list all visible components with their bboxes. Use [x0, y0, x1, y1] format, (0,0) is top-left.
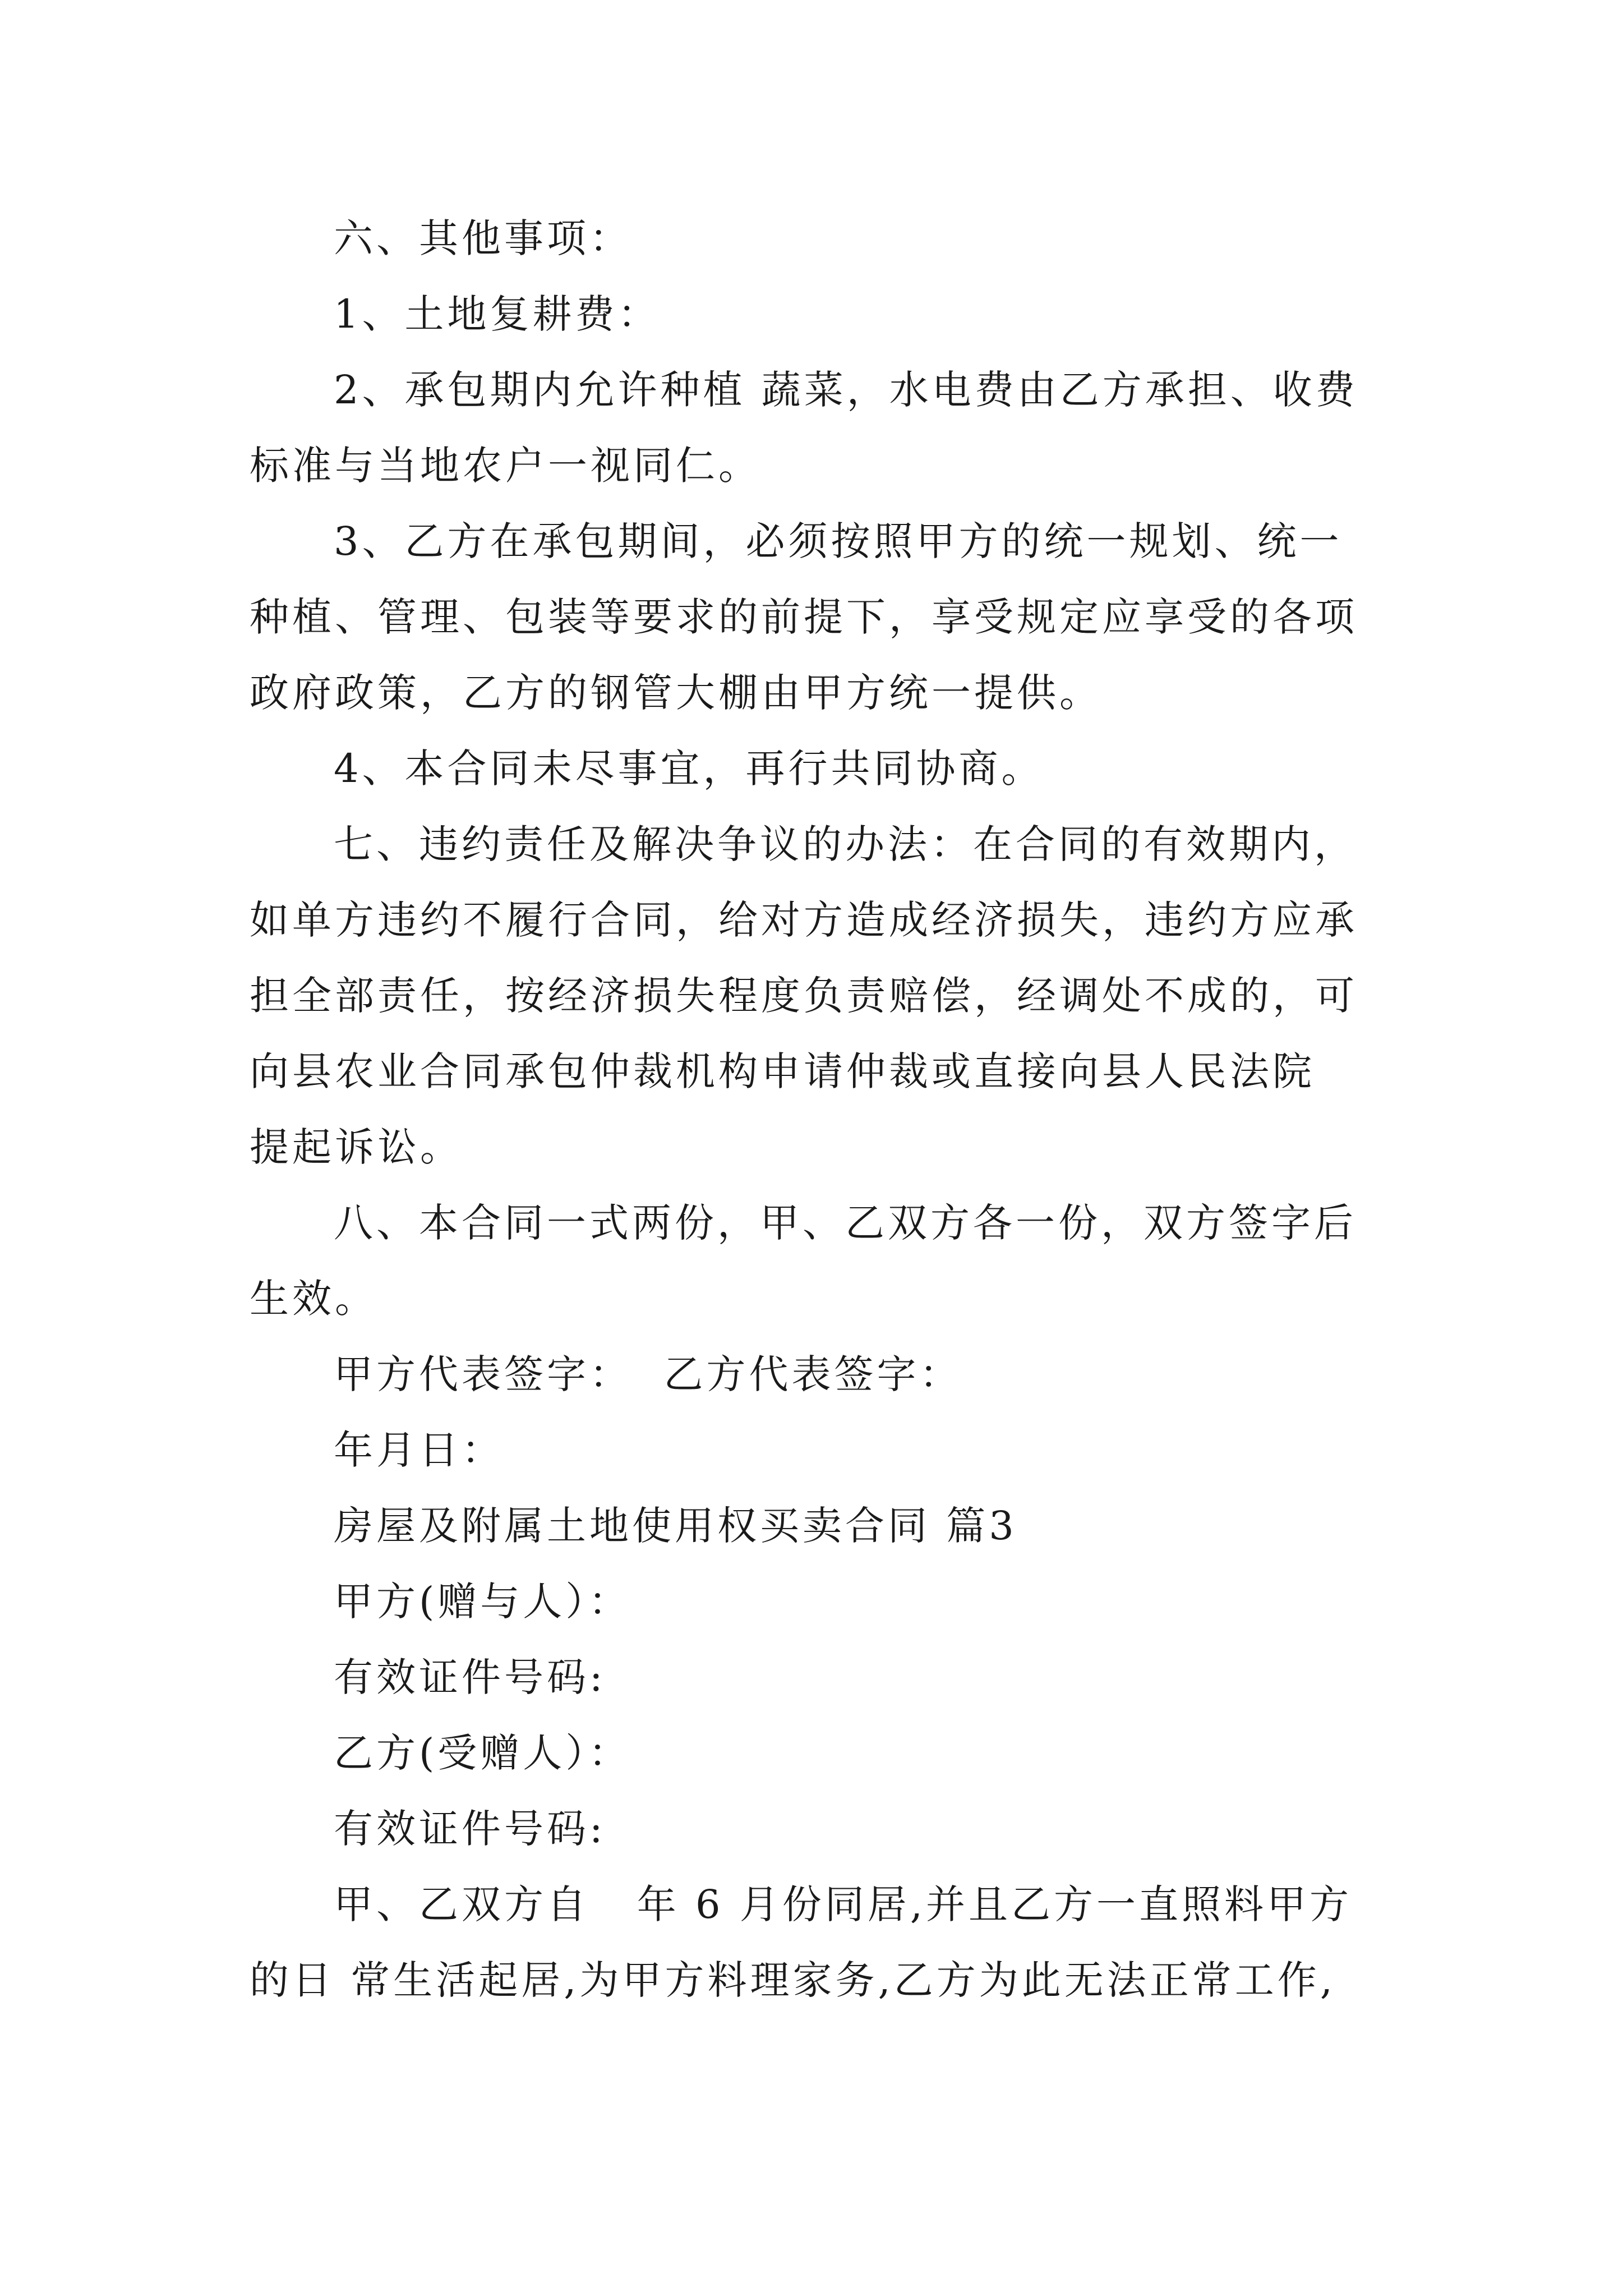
text-line: 3、乙方在承包期间，必须按照甲方的统一规划、统一: [334, 518, 1343, 564]
text-line: 向县农业合同承包仲裁机构申请仲裁或直接向县人民法院: [250, 1048, 1315, 1094]
text-line: 七、违约责任及解决争议的办法：在合同的有效期内，: [334, 821, 1357, 867]
text-line: 六、其他事项：: [334, 215, 632, 261]
text-line: 种植、管理、包装等要求的前提下，享受规定应享受的各项: [250, 594, 1358, 640]
text-line: 政府政策，乙方的钢管大棚由甲方统一提供。: [250, 670, 1102, 716]
text-line: 的日 常生活起居,为甲方料理家务,乙方为此无法正常工作,: [250, 1957, 1336, 2003]
text-line: 如单方违约不履行合同，给对方造成经济损失，违约方应承: [250, 897, 1358, 943]
text-line: 生效。: [250, 1276, 377, 1322]
text-line: 乙方(受赠人）：: [334, 1730, 631, 1776]
text-line: 标准与当地农户一视同仁。: [250, 443, 761, 489]
text-line: 2、承包期内允许种植 蔬菜，水电费由乙方承担、收费: [334, 367, 1358, 413]
text-line: 1、土地复耕费：: [334, 291, 661, 337]
text-line: 甲、乙双方自 年 6 月份同居,并且乙方一直照料甲方: [334, 1881, 1353, 1927]
text-line: 甲方(赠与人）：: [334, 1579, 631, 1625]
text-line: 房屋及附属土地使用权买卖合同 篇3: [334, 1503, 1017, 1549]
text-line: 有效证件号码:: [334, 1654, 606, 1700]
text-line: 4、本合同未尽事宜，再行共同协商。: [334, 746, 1044, 792]
text-line: 甲方代表签字： 乙方代表签字：: [334, 1351, 962, 1397]
text-line: 提起诉讼。: [250, 1124, 463, 1170]
text-line: 有效证件号码:: [334, 1806, 606, 1852]
text-line: 八、本合同一式两份，甲、乙双方各一份，双方签字后: [334, 1200, 1357, 1246]
document-body: [250, 201, 1388, 2018]
text-line: 年月日：: [334, 1427, 504, 1473]
text-line: 担全部责任，按经济损失程度负责赔偿，经调处不成的，可: [250, 973, 1358, 1019]
